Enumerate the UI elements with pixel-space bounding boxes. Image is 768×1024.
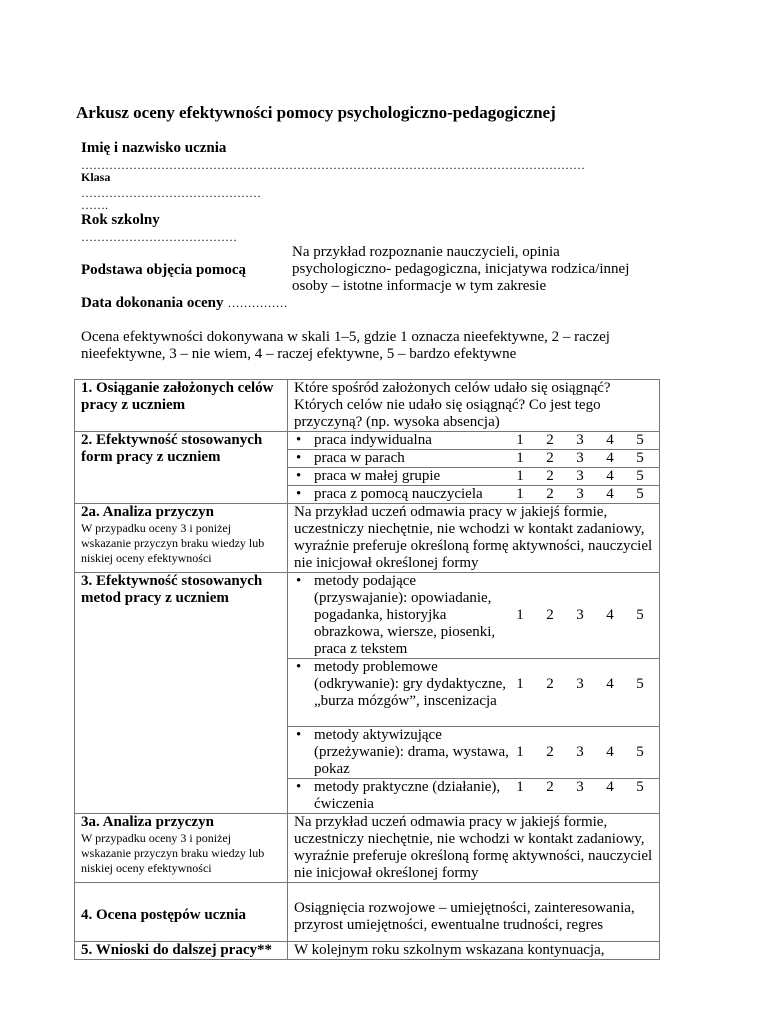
rating-option[interactable]: 4: [606, 607, 614, 623]
rating-option[interactable]: 1: [516, 450, 524, 466]
rating-option[interactable]: 5: [636, 468, 644, 484]
goals-label: 1. Osiąganie założonych celów pracy z uczniem: [81, 380, 274, 413]
methods-analysis-label-cell: [75, 814, 288, 883]
forms-analysis-label: 2a. Analiza przyczyn: [81, 504, 214, 520]
table-row: [75, 814, 660, 883]
rating-option[interactable]: 4: [606, 486, 614, 502]
rating-scale[interactable]: [513, 744, 655, 761]
assessment-date-label: Data dokonania oceny: [81, 295, 224, 311]
rating-option[interactable]: 1: [516, 779, 524, 795]
table-row: [75, 432, 660, 450]
rating-option[interactable]: 5: [636, 779, 644, 795]
methods-analysis-note: W przypadku oceny 3 i poniżej wskazanie przyczyn braku wiedzy lub niskiej oceny efektywności: [81, 831, 265, 875]
methods-analysis-text-cell[interactable]: [288, 814, 660, 883]
rating-option[interactable]: 1: [516, 432, 524, 448]
method-item-label: metody aktywizujące (przeżywanie): drama, wystawa, pokaz: [314, 727, 509, 777]
forms-analysis-note: W przypadku oceny 3 i poniżej wskazanie przyczyn braku wiedzy lub niskiej oceny efektywności: [81, 521, 265, 565]
class-label: Klasa: [81, 170, 111, 184]
method-item-cell: [288, 659, 660, 727]
form-item-label: praca indywidualna: [314, 432, 432, 448]
school-year-label: Rok szkolny: [81, 212, 160, 228]
rating-option[interactable]: 5: [636, 432, 644, 448]
method-item-cell: [288, 779, 660, 814]
table-row: [75, 883, 660, 942]
progress-label-cell: [75, 883, 288, 942]
rating-option[interactable]: 2: [546, 779, 554, 795]
rating-option[interactable]: 3: [576, 779, 584, 795]
class-field[interactable]: ………………………………………: [81, 186, 261, 200]
rating-option[interactable]: 4: [606, 450, 614, 466]
methods-label: 3. Efektywność stosowanych metod pracy z uczniem: [81, 573, 263, 606]
rating-option[interactable]: 3: [576, 468, 584, 484]
bullet-icon: •: [296, 468, 302, 484]
document-title: Arkusz oceny efektywności pomocy psychologiczno-pedagogicznej: [76, 103, 556, 122]
rating-option[interactable]: 3: [576, 607, 584, 623]
assessment-table: [74, 379, 660, 960]
scale-intro-line: Ocena efektywności dokonywana w skali 1–5, gdzie 1 oznacza nieefektywne, 2 – raczej: [81, 329, 610, 345]
rating-option[interactable]: 1: [516, 486, 524, 502]
bullet-icon: •: [296, 486, 302, 502]
rating-option[interactable]: 2: [546, 486, 554, 502]
forms-analysis-label-cell: [75, 504, 288, 573]
scale-intro: [81, 329, 610, 363]
table-row: [75, 504, 660, 573]
forms-label-cell: [75, 432, 288, 504]
rating-option[interactable]: 5: [636, 676, 644, 692]
method-item-label: metody problemowe (odkrywanie): gry dydaktyczne, „burza mózgów”, inscenizacja: [314, 659, 507, 709]
form-item-label: praca z pomocą nauczyciela: [314, 486, 483, 502]
method-item-cell: [288, 727, 660, 779]
rating-option[interactable]: 2: [546, 468, 554, 484]
rating-option[interactable]: 3: [576, 676, 584, 692]
table-row: [75, 942, 660, 960]
rating-option[interactable]: 2: [546, 432, 554, 448]
conclusions-label: 5. Wnioski do dalszej pracy**: [81, 942, 272, 958]
rating-option[interactable]: 3: [576, 450, 584, 466]
rating-option[interactable]: 5: [636, 450, 644, 466]
progress-label: 4. Ocena postępów ucznia: [81, 906, 246, 923]
rating-scale[interactable]: [513, 607, 655, 624]
forms-label: 2. Efektywność stosowanych form pracy z uczniem: [81, 432, 263, 465]
goals-text-cell[interactable]: [288, 380, 660, 432]
rating-option[interactable]: 1: [516, 744, 524, 760]
rating-option[interactable]: 5: [636, 486, 644, 502]
conclusions-text-cell[interactable]: [288, 942, 660, 960]
bullet-icon: •: [296, 432, 302, 448]
rating-option[interactable]: 2: [546, 744, 554, 760]
assessment-date-field[interactable]: ……………: [227, 296, 288, 310]
rating-option[interactable]: 3: [576, 432, 584, 448]
progress-text-cell[interactable]: [288, 883, 660, 942]
goals-label-cell: [75, 380, 288, 432]
table-row: [75, 573, 660, 659]
progress-text: Osiągnięcia rozwojowe – umiejętności, zainteresowania, przyrost umiejętności, ewentualne trudności, regres: [294, 900, 635, 933]
goals-text: Które spośród założonych celów udało się osiągnąć? Których celów nie udało się osiągnąć? Co jest tego przyczyną? (np. wysoka absencja): [294, 380, 611, 430]
basis-hint-line: osoby – istotne informacje w tym zakresie: [292, 278, 547, 294]
rating-scale[interactable]: [513, 468, 655, 485]
conclusions-text: W kolejnym roku szkolnym wskazana kontynuacja,: [294, 942, 605, 958]
forms-analysis-text-cell[interactable]: [288, 504, 660, 573]
forms-analysis-text: Na przykład uczeń odmawia pracy w jakiejś formie, uczestniczy niechętnie, nie wchodzi w kontakt zadaniowy, wyraźnie preferuje określoną formę aktywności, nauczyciel nie inicjował określonej formy: [294, 504, 653, 571]
rating-option[interactable]: 1: [516, 676, 524, 692]
form-item-cell: [288, 486, 660, 504]
rating-option[interactable]: 3: [576, 486, 584, 502]
rating-option[interactable]: 5: [636, 607, 644, 623]
rating-option[interactable]: 4: [606, 779, 614, 795]
rating-option[interactable]: 4: [606, 468, 614, 484]
method-item-label: metody podające (przyswajanie): opowiadanie, pogadanka, historyjka obrazkowa, wiersze, piosenki, praca z tekstem: [314, 573, 496, 657]
rating-option[interactable]: 4: [606, 432, 614, 448]
scale-intro-line: nieefektywne, 3 – nie wiem, 4 – raczej efektywne, 5 – bardzo efektywne: [81, 346, 517, 362]
basis-hint: [292, 244, 629, 295]
rating-option[interactable]: 1: [516, 607, 524, 623]
bullet-icon: •: [296, 450, 302, 466]
methods-analysis-text: Na przykład uczeń odmawia pracy w jakiejś formie, uczestniczy niechętnie, nie wchodzi w kontakt zadaniowy, wyraźnie preferuje określoną formę aktywności, nauczyciel nie inicjował określonej formy: [294, 814, 653, 881]
rating-scale[interactable]: [513, 450, 655, 467]
conclusions-label-cell: [75, 942, 288, 960]
bullet-icon: •: [296, 779, 302, 795]
method-item-label: metody praktyczne (działanie), ćwiczenia: [314, 779, 501, 812]
class-field-continued: …….: [81, 198, 108, 212]
rating-scale[interactable]: [513, 779, 655, 796]
rating-option[interactable]: 4: [606, 676, 614, 692]
form-item-label: praca w małej grupie: [314, 468, 441, 484]
bullet-icon: •: [296, 659, 302, 675]
assessment-date-row: [81, 294, 288, 312]
form-item-cell: [288, 450, 660, 468]
rating-option[interactable]: 5: [636, 744, 644, 760]
methods-label-cell: [75, 573, 288, 814]
basis-hint-line: psychologiczno- pedagogiczna, inicjatywa rodzica/innej: [292, 261, 630, 277]
rating-option[interactable]: 2: [546, 450, 554, 466]
school-year-field[interactable]: …………………………………: [81, 230, 237, 244]
rating-scale[interactable]: [513, 432, 655, 449]
rating-option[interactable]: 2: [546, 607, 554, 623]
form-item-label: praca w parach: [314, 450, 405, 466]
rating-option[interactable]: 3: [576, 744, 584, 760]
rating-option[interactable]: 2: [546, 676, 554, 692]
student-name-label: Imię i nazwisko ucznia: [81, 140, 227, 156]
student-name-field[interactable]: ………………………………………………………………………………………………………………: [81, 158, 585, 172]
rating-scale[interactable]: [513, 486, 655, 503]
method-item-cell: [288, 573, 660, 659]
methods-analysis-label: 3a. Analiza przyczyn: [81, 814, 214, 830]
basis-label: Podstawa objęcia pomocą: [81, 262, 246, 278]
table-row: [75, 380, 660, 432]
bullet-icon: •: [296, 727, 302, 743]
basis-hint-line: Na przykład rozpoznanie nauczycieli, opinia: [292, 244, 560, 260]
form-item-cell: [288, 432, 660, 450]
rating-option[interactable]: 4: [606, 744, 614, 760]
form-item-cell: [288, 468, 660, 486]
bullet-icon: •: [296, 573, 302, 589]
rating-option[interactable]: 1: [516, 468, 524, 484]
rating-scale[interactable]: [513, 676, 655, 693]
